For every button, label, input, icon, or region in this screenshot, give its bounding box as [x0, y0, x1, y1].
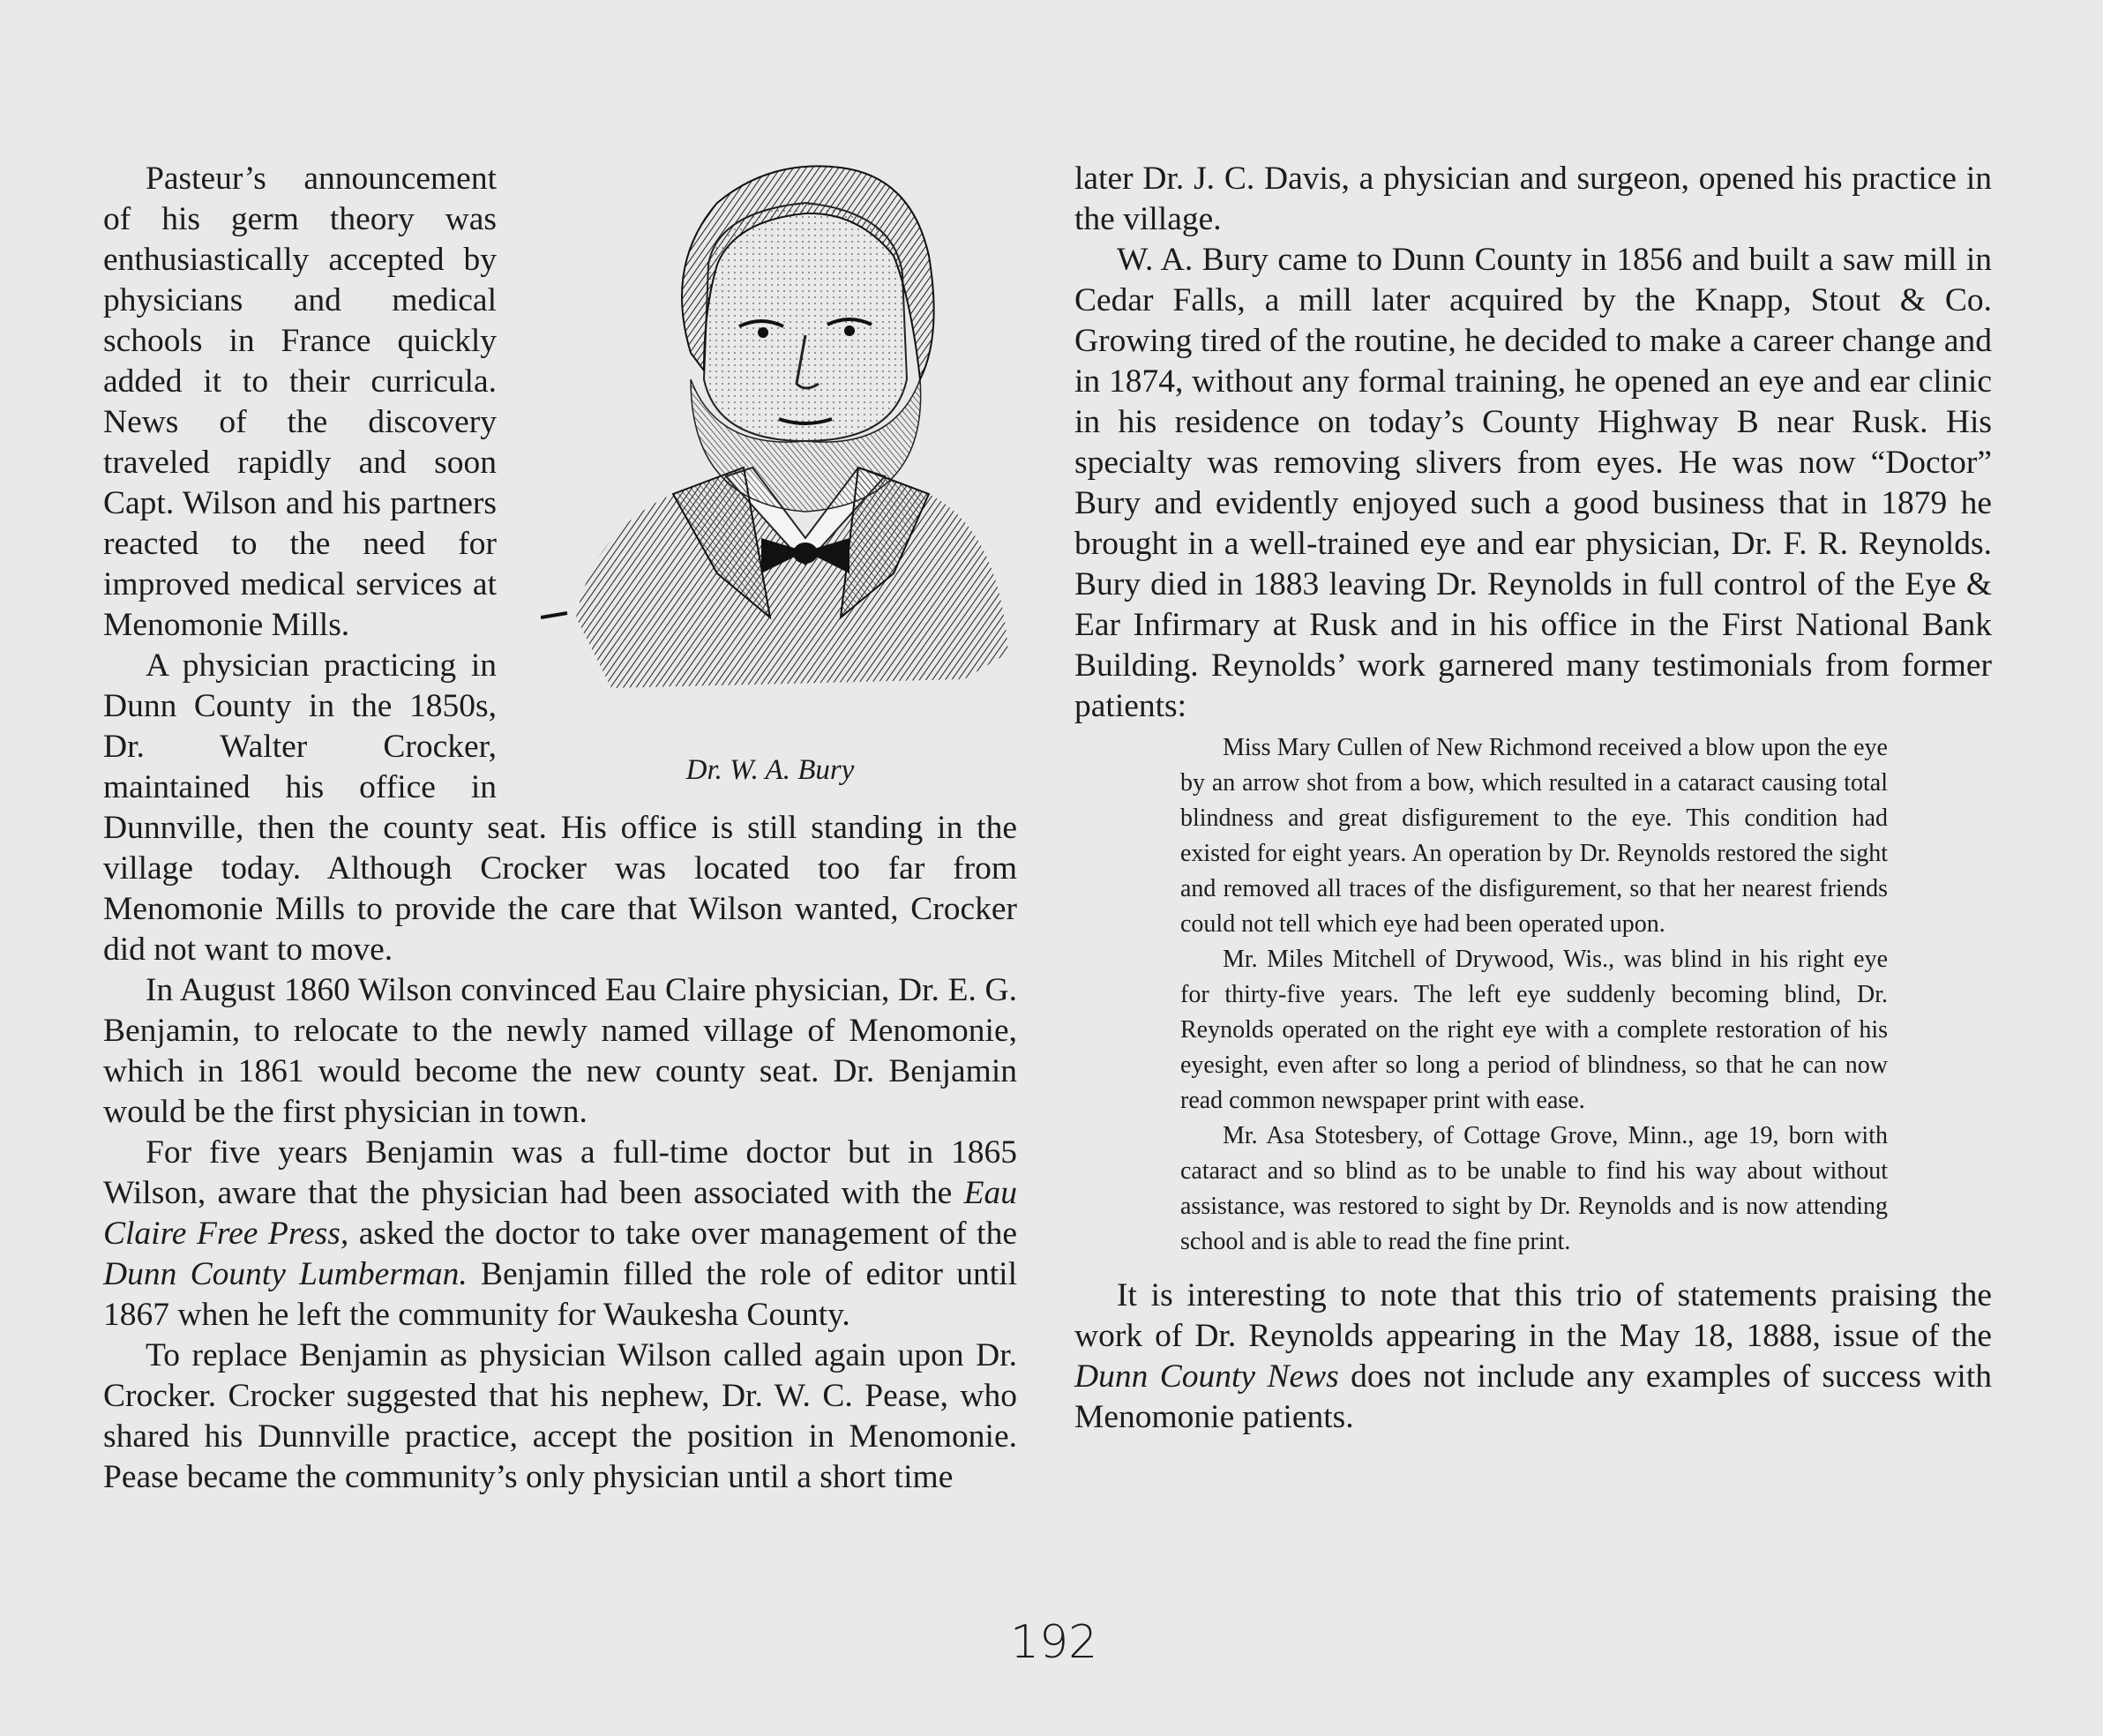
paragraph-text: Pasteur’s announcement of his germ theory was enthusiastically accepted by physicians and medical schools in France quickly added it to their curricula. News of the discovery traveled rapidly and soon Capt. Wilson and his partners reacted to the need for improved medical services at Menomonie Mills. — [103, 161, 497, 643]
testimonial-block — [1180, 730, 1888, 1260]
newspaper-title: Dunn County Lumberman. — [103, 1256, 468, 1292]
testimonial: Mr. Asa Stotesbery, of Cottage Grove, Minn., age 19, born with cataract and so blind as to be unable to find his way about without assistance, was restored to sight by Dr. Reynolds and is now attending school and is able to read the fine print. — [1180, 1122, 1888, 1255]
newspaper-title: Eau Claire Free Press, — [103, 1175, 1017, 1252]
testimonial: Mr. Miles Mitchell of Drywood, Wis., was blind in his right eye for thirty-five years. The left eye suddenly becoming blind, Dr. Reynolds operated on the right eye with a complete restoration of his eyesight, even after so long a period of blindness, so that he can now read common newspaper print with ease. — [1180, 946, 1888, 1114]
paragraph: In August 1860 Wilson convinced Eau Claire physician, Dr. E. G. Benjamin, to relocate to the newly named village of Menomonie, which in 1861 would become the new county seat. Dr. Benjamin would be the first physician in town. — [103, 972, 1017, 1130]
testimonial: Miss Mary Cullen of New Richmond received a blow upon the eye by an arrow shot from a bow, which resulted in a cataract causing total blindness and great disfigurement to the eye. This condition had existed for eight years. An operation by Dr. Reynolds restored the sight and removed all traces of the disfigurement, so that her nearest friends could not tell which eye had been operated upon. — [1180, 734, 1888, 938]
paragraph — [1074, 1276, 1992, 1438]
paragraph: To replace Benjamin as physician Wilson called again upon Dr. Crocker. Crocker suggested that his nephew, Dr. W. C. Pease, who shared his Dunnville practice, accept the position in Menomonie. Pease became the community’s only physician until a short time — [103, 1337, 1017, 1495]
paragraph: W. A. Bury came to Dunn County in 1856 and built a saw mill in Cedar Falls, a mill later acquired by the Knapp, Stout & Co. Growing tired of the routine, he decided to make a career change and in 1874, without any formal training, he opened an eye and ear clinic in his residence on today’s County Highway B near Rusk. His specialty was removing slivers from eyes. He was now “Doctor” Bury and evidently enjoyed such a good business that in 1879 he brought in a well-trained eye and ear physician, Dr. F. R. Reynolds. Bury died in 1883 leaving Dr. Reynolds in full control of the Eye & Ear Infirmary at Rusk and in his office in the First National Bank Building. Reynolds’ work garnered many testimonials from former patients: — [1074, 242, 1992, 724]
paragraph-text: It is interesting to note that this trio of statements praising the work of Dr. Reynolds appearing in the May 18, 1888, issue of the — [1074, 1277, 1992, 1354]
right-column — [1074, 159, 1992, 1438]
paragraph-text: asked the doctor to take over management of the — [348, 1216, 1017, 1252]
portrait-figure — [523, 159, 1017, 798]
paragraph: later Dr. J. C. Davis, a physician and surgeon, opened his practice in the village. — [1074, 161, 1992, 237]
portrait-engraving — [541, 159, 1017, 723]
paragraph-text: Benjamin filled the role of editor until 1867 when he left the community for Waukesha County. — [103, 1256, 1017, 1333]
paragraph-text: does not include any examples of success with Menomonie patients. — [1074, 1358, 1992, 1435]
left-column — [103, 159, 1017, 1498]
page-number: 192 — [1010, 1616, 1098, 1669]
newspaper-title: Dunn County News — [1074, 1358, 1339, 1395]
paragraph — [103, 1133, 1017, 1336]
paragraph-text: For five years Benjamin was a full-time doctor but in 1865 Wilson, aware that the physician had been associated with the — [103, 1134, 1017, 1211]
paragraph: A physician practicing in Dunn County in the 1850s, Dr. Walter Crocker, maintained his office in Dunnville, then the county seat. His office is still standing in the village today. Although Crocker was located too far from Menomonie Mills to provide the care that Wilson wanted, Crocker did not want to move. — [103, 647, 1017, 968]
figure-caption: Dr. W. A. Bury — [685, 754, 855, 786]
